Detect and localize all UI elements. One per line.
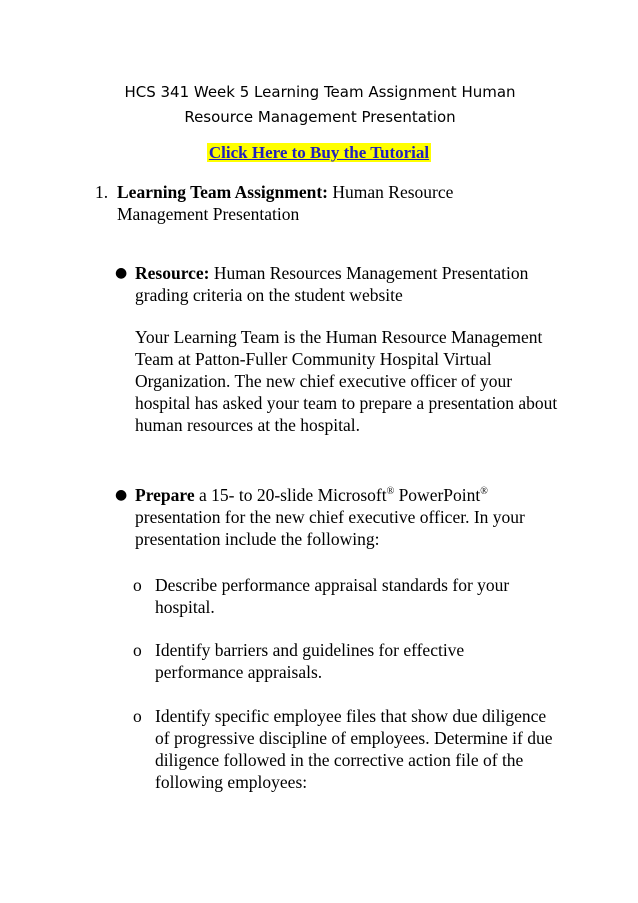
title-line-1: HCS 341 Week 5 Learning Team Assignment Human [124, 83, 516, 101]
bullet-resource-label: Resource: [135, 263, 210, 283]
item-1-body [117, 181, 535, 225]
bullet-dot-icon: ● [115, 265, 128, 281]
team-paragraph [135, 326, 563, 436]
sub-bullet-icon: o [133, 640, 142, 660]
bullet-prepare-label: Prepare [135, 485, 195, 505]
sub-item-2 [133, 639, 555, 683]
document-title [90, 80, 550, 130]
buy-tutorial-link[interactable]: Click Here to Buy the Tutorial [208, 143, 430, 162]
sub-bullet-icon: o [133, 575, 142, 595]
item-1-label: Learning Team Assignment: [117, 182, 328, 202]
sub-bullet-icon: o [133, 706, 142, 726]
numbered-item-1 [95, 181, 535, 225]
title-line-2: Resource Management Presentation [184, 108, 456, 126]
bullet-dot-icon: ● [115, 487, 128, 503]
team-paragraph-text: Your Learning Team is the Human Resource Management Team at Patton-Fuller Community Hospital Virtual Organization. The new chief executive officer of your hospital has asked your team to prepare a presentation about human resources at the hospital. [135, 327, 558, 435]
bullet-prepare-text-a: a 15- to 20-slide Microsoft [194, 485, 387, 505]
item-number: 1. [95, 182, 109, 202]
bullet-resource-text: Human Resources Management Presentation grading criteria on the student website [135, 263, 529, 305]
sub-item-2-text: Identify barriers and guidelines for effective performance appraisals. [155, 640, 465, 682]
bullet-resource [115, 262, 565, 306]
sub-item-3 [133, 705, 555, 793]
buy-link-row [0, 142, 638, 164]
bullet-prepare-text-c: presentation for the new chief executive officer. In your presentation include the following: [135, 507, 525, 549]
sub-item-1-text: Describe performance appraisal standards for your hospital. [155, 575, 510, 617]
bullet-prepare-text-b: PowerPoint [394, 485, 481, 505]
registered-mark: ® [480, 486, 488, 498]
sub-item-1 [133, 574, 555, 618]
bullet-prepare [115, 484, 545, 550]
sub-item-3-text: Identify specific employee files that show due diligence of progressive discipline of employees. Determine if due diligence followed in the corrective action file of the following employees: [155, 706, 553, 792]
registered-mark: ® [386, 486, 395, 498]
item-1-text: Human Resource Management Presentation [117, 182, 454, 224]
